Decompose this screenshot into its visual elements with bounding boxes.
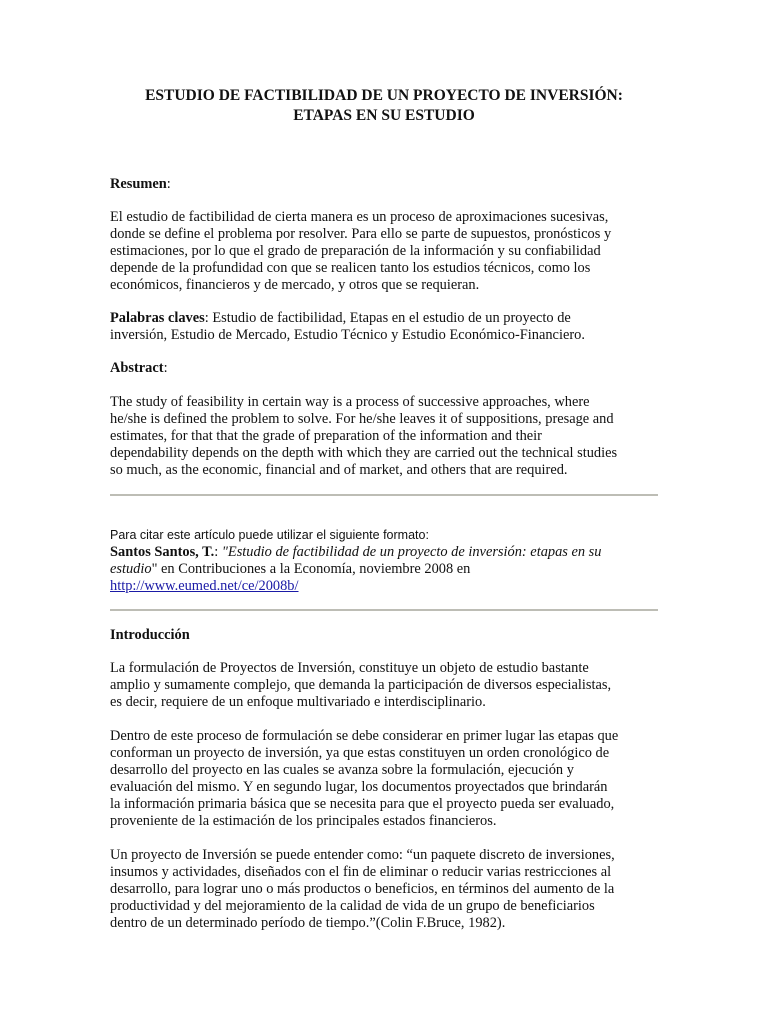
abstract-heading-label: Abstract — [110, 360, 164, 376]
abstract-line: he/she is defined the problem to solve. For he/she leaves it of suppositions, presage and — [110, 411, 614, 427]
citation-line-1 — [110, 544, 662, 561]
citation-source: " en Contribuciones a la Economía, noviembre 2008 en — [151, 561, 471, 577]
intro-line: desarrollo del proyecto en las cuales se avanza sobre la formulación, ejecución y — [110, 762, 574, 778]
intro-line: La formulación de Proyectos de Inversión, constituye un objeto de estudio bastante — [110, 660, 589, 676]
keywords-line-2: inversión, Estudio de Mercado, Estudio Técnico y Estudio Económico-Financiero. — [110, 327, 585, 343]
abstract-line: The study of feasibility in certain way is a process of successive approaches, where — [110, 394, 590, 410]
citation-separator: : — [214, 544, 222, 560]
citation-reference — [110, 544, 662, 595]
resumen-line: depende de la profundidad con que se realicen tanto los estudios técnicos, como los — [110, 260, 591, 276]
intro-paragraph-3 — [110, 847, 662, 932]
keywords-paragraph — [110, 310, 662, 344]
intro-line: Un proyecto de Inversión se puede entender como: “un paquete discreto de inversiones, — [110, 847, 615, 863]
intro-line: conforman un proyecto de inversión, ya que estas constituyen un orden cronológico de — [110, 745, 610, 761]
citation-line-2 — [110, 561, 662, 578]
citation-url-link[interactable]: http://www.eumed.net/ce/2008b/ — [110, 578, 299, 594]
resumen-heading-label: Resumen — [110, 176, 167, 192]
intro-line: Dentro de este proceso de formulación se debe considerar en primer lugar las etapas que — [110, 728, 619, 744]
citation-title-part-1: "Estudio de factibilidad de un proyecto de inversión: etapas en su — [221, 544, 602, 560]
intro-line: amplio y sumamente complejo, que demanda la participación de diversos especialistas, — [110, 677, 612, 693]
resumen-line: estimaciones, por lo que el grado de preparación de la información y su confiabilidad — [110, 243, 601, 259]
intro-line: proveniente de la estimación de los principales estados financieros. — [110, 813, 497, 829]
resumen-heading — [110, 176, 662, 193]
divider — [110, 609, 658, 611]
abstract-line: so much, as the economic, financial and of market, and others that are required. — [110, 462, 568, 478]
keywords-line-1 — [110, 310, 662, 327]
resumen-body — [110, 209, 662, 294]
intro-line: es decir, requiere de un enfoque multivariado e interdisciplinario. — [110, 694, 486, 710]
citation-line-3 — [110, 578, 662, 595]
intro-paragraph-2 — [110, 728, 662, 830]
abstract-body — [110, 394, 662, 479]
intro-line: insumos y actividades, diseñados con el fin de eliminar o reducir varias restricciones al — [110, 864, 612, 880]
citation-title-part-2: estudio — [110, 561, 152, 577]
citation-author: Santos Santos, T. — [110, 544, 215, 560]
abstract-line: dependability depends on the depth with which they are carried out the technical studies — [110, 445, 618, 461]
resumen-heading-colon: : — [166, 176, 171, 192]
title-line-1: ESTUDIO DE FACTIBILIDAD DE UN PROYECTO DE INVERSIÓN: — [145, 87, 623, 104]
abstract-line: estimates, for that that the grade of preparation of the information and their — [110, 428, 542, 444]
intro-line: la información primaria básica que se necesita para que el proyecto pueda ser evaluado, — [110, 796, 615, 812]
intro-line: productividad y del mejoramiento de la calidad de vida de un grupo de beneficiarios — [110, 898, 595, 914]
document-title — [60, 86, 708, 126]
resumen-line: El estudio de factibilidad de cierta manera es un proceso de aproximaciones sucesivas, — [110, 209, 609, 225]
intro-line: evaluación del mismo. Y en segundo lugar, los documentos proyectados que brindarán — [110, 779, 608, 795]
resumen-line: económicos, financieros y de mercado, y otros que se requieran. — [110, 277, 480, 293]
keywords-heading: Palabras claves — [110, 310, 205, 326]
introduccion-heading: Introducción — [110, 627, 190, 643]
intro-line: dentro de un determinado período de tiempo.”(Colin F.Bruce, 1982). — [110, 915, 506, 931]
keywords-text: : Estudio de factibilidad, Etapas en el estudio de un proyecto de — [204, 310, 571, 326]
abstract-heading-colon: : — [163, 360, 168, 376]
intro-line: desarrollo, para lograr uno o más productos o beneficios, en términos del aumento de la — [110, 881, 615, 897]
divider — [110, 494, 658, 496]
intro-paragraph-1 — [110, 660, 662, 711]
title-line-2: ETAPAS EN SU ESTUDIO — [293, 107, 475, 124]
citation-intro: Para citar este artículo puede utilizar el siguiente formato: — [110, 528, 429, 542]
abstract-heading — [110, 360, 662, 377]
resumen-line: donde se define el problema por resolver. Para ello se parte de supuestos, pronósticos y — [110, 226, 612, 242]
